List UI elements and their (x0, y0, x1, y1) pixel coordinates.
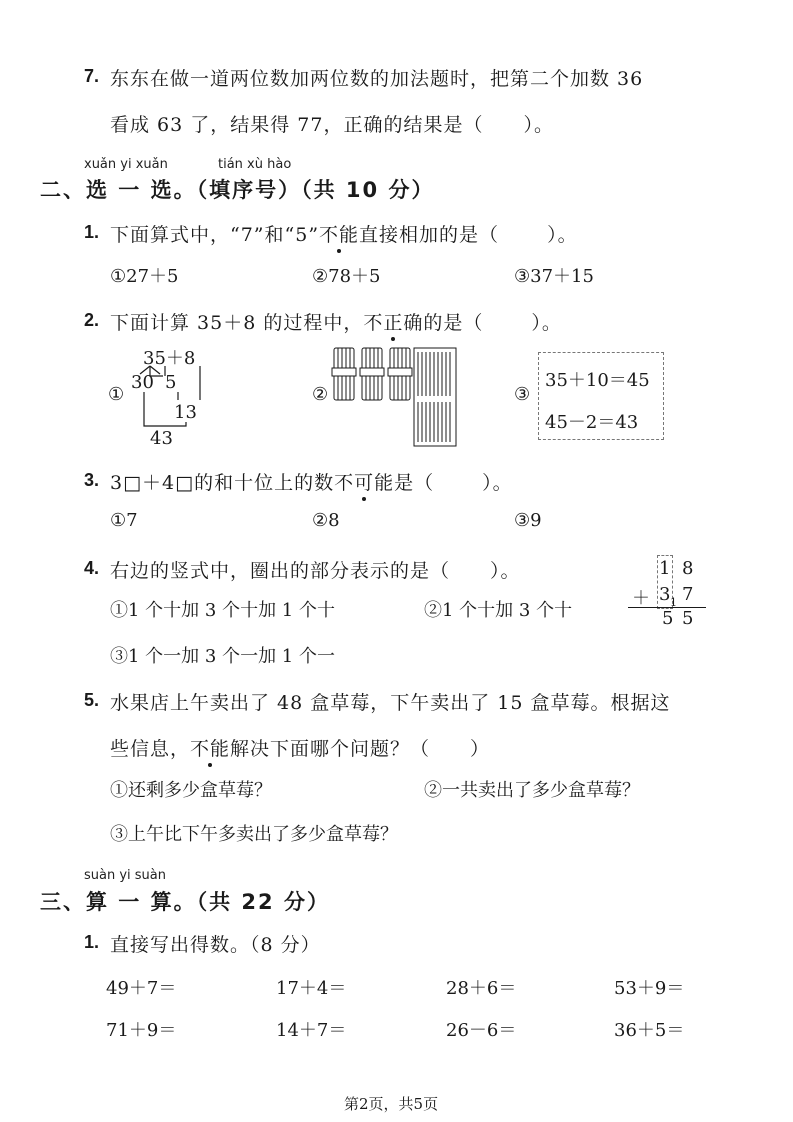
s2q1-text (110, 220, 578, 247)
s2q2-emphasis: 不正确 (363, 312, 424, 334)
s2q1-option-2: ②78＋5 (312, 266, 381, 287)
section3-pinyin: suàn yi suàn (84, 868, 167, 883)
calc-item: 14＋7＝ (276, 1020, 347, 1041)
s2q1-text-c: 直接相加的是（ (359, 224, 500, 246)
s2q2-text (110, 308, 562, 335)
s2q1-text-d: ）。 (547, 224, 578, 246)
s2q1-option-1: ①27＋5 (110, 266, 179, 287)
s2q1-option-3: ③37＋15 (514, 266, 594, 287)
split-partial-sum: 13 (174, 402, 197, 423)
section2-title-suffix: 。（填序号）（共 10 分） (173, 178, 435, 202)
calc-item: 17＋4＝ (276, 978, 347, 999)
split-ones-part: 5 (165, 372, 177, 393)
s2q5-option-1: ①还剩多少盒草莓？ (110, 780, 272, 801)
q7-line1: 东东在做一道两位数加两位数的加法题时，把第二个加数 36 (110, 68, 644, 90)
s2q2-option-2-marker: ② (312, 384, 329, 405)
calc-item: 71＋9＝ (106, 1020, 177, 1041)
s2q5-text-a: 些信息， (110, 738, 191, 760)
s2q5-line2 (110, 734, 490, 761)
s2q5-number: 5. (84, 690, 100, 710)
s2q4-option-1: ①1 个十加 3 个十加 1 个十 (110, 600, 335, 621)
section3-title (40, 886, 330, 916)
s2q5-option-3: ③上午比下午多卖出了多少盒草莓？ (110, 824, 398, 845)
s3q1-text: 直接写出得数。（8 分） (110, 934, 321, 956)
section3-title-main: 算 一 算 (86, 890, 174, 914)
s2q3-text-a: 3□＋4□的和十位上的数 (110, 472, 335, 494)
s3q1-number: 1. (84, 932, 100, 952)
section3-title-suffix: 。（共 22 分） (173, 890, 330, 914)
s2q5-line1: 水果店上午卖出了 48 盒草莓，下午卖出了 15 盒草莓。根据这 (110, 692, 671, 714)
vertical-plus-sign: ＋ (632, 588, 650, 609)
s2q3-number: 3. (84, 470, 100, 490)
s2q5-emphasis: 不能 (190, 738, 231, 760)
s2q3-emphasis: 不可能 (334, 472, 395, 494)
vertical-result-tens: 5 (662, 608, 674, 629)
vertical-carry: 1 (670, 596, 677, 609)
s2q2-text-a: 下面计算 35＋8 的过程中， (110, 312, 364, 334)
s2q5-option-2: ②一共卖出了多少盒草莓？ (424, 780, 640, 801)
split-result: 43 (150, 428, 173, 449)
s2q1-text-a: 下面算式中，“7”和“5” (110, 224, 320, 246)
s2q3-text (110, 468, 513, 495)
s2q2-text-c: 的是（ (423, 312, 484, 334)
s2q2-option-1-marker: ① (108, 384, 125, 405)
calc-item: 26－6＝ (446, 1020, 517, 1041)
calc-item: 53＋9＝ (614, 978, 685, 999)
calc-item: 49＋7＝ (106, 978, 177, 999)
option-3-line-2: 45－2＝43 (545, 412, 639, 433)
q7-line2: 看成 63 了，结果得 77，正确的结果是（ ）。 (110, 114, 554, 136)
split-top-expression: 35＋8 (143, 348, 196, 369)
vertical-row1-tens: 1 (659, 558, 671, 579)
s2q4-number: 4. (84, 558, 100, 578)
section2-title-prefix: 二、 (40, 178, 86, 202)
page-footer: 第2页，共5页 (344, 1095, 439, 1113)
s2q4-option-3: ③1 个一加 3 个一加 1 个一 (110, 646, 335, 667)
section2-title (40, 174, 434, 204)
s2q3-option-1: ①7 (110, 510, 138, 531)
s2q3-option-3: ③9 (514, 510, 542, 531)
option-3-line-1: 35＋10＝45 (545, 370, 650, 391)
s2q3-text-c: 是（ (394, 472, 435, 494)
s2q2-number: 2. (84, 310, 100, 330)
s2q2-option-3-marker: ③ (514, 384, 531, 405)
vertical-row2-tens: 3 (659, 584, 671, 605)
split-tens-part: 30 (131, 372, 154, 393)
s2q1-number: 1. (84, 222, 100, 242)
vertical-result-ones: 5 (682, 608, 694, 629)
vertical-row2-ones: 7 (682, 584, 694, 605)
section3-title-prefix: 三、 (40, 890, 86, 914)
calc-item: 28＋6＝ (446, 978, 517, 999)
section2-pinyin-1: xuǎn yi xuǎn (84, 157, 168, 172)
calc-item: 36＋5＝ (614, 1020, 685, 1041)
s2q5-text-c: 解决下面哪个问题？（ ） (230, 738, 491, 760)
q7-number: 7. (84, 66, 100, 86)
s2q3-option-2: ②8 (312, 510, 340, 531)
s2q4-option-2: ②1 个十加 3 个十 (424, 600, 573, 621)
section2-pinyin-2: tián xù hào (218, 157, 292, 172)
s2q1-emphasis: 不能 (319, 224, 360, 246)
stick-bundles-picture (328, 342, 460, 450)
section2-title-main: 选 一 选 (86, 178, 174, 202)
s2q3-text-d: ）。 (482, 472, 513, 494)
vertical-row1-ones: 8 (682, 558, 694, 579)
s2q2-text-d: ）。 (531, 312, 562, 334)
s2q4-text: 右边的竖式中，圈出的部分表示的是（ ）。 (110, 560, 521, 582)
